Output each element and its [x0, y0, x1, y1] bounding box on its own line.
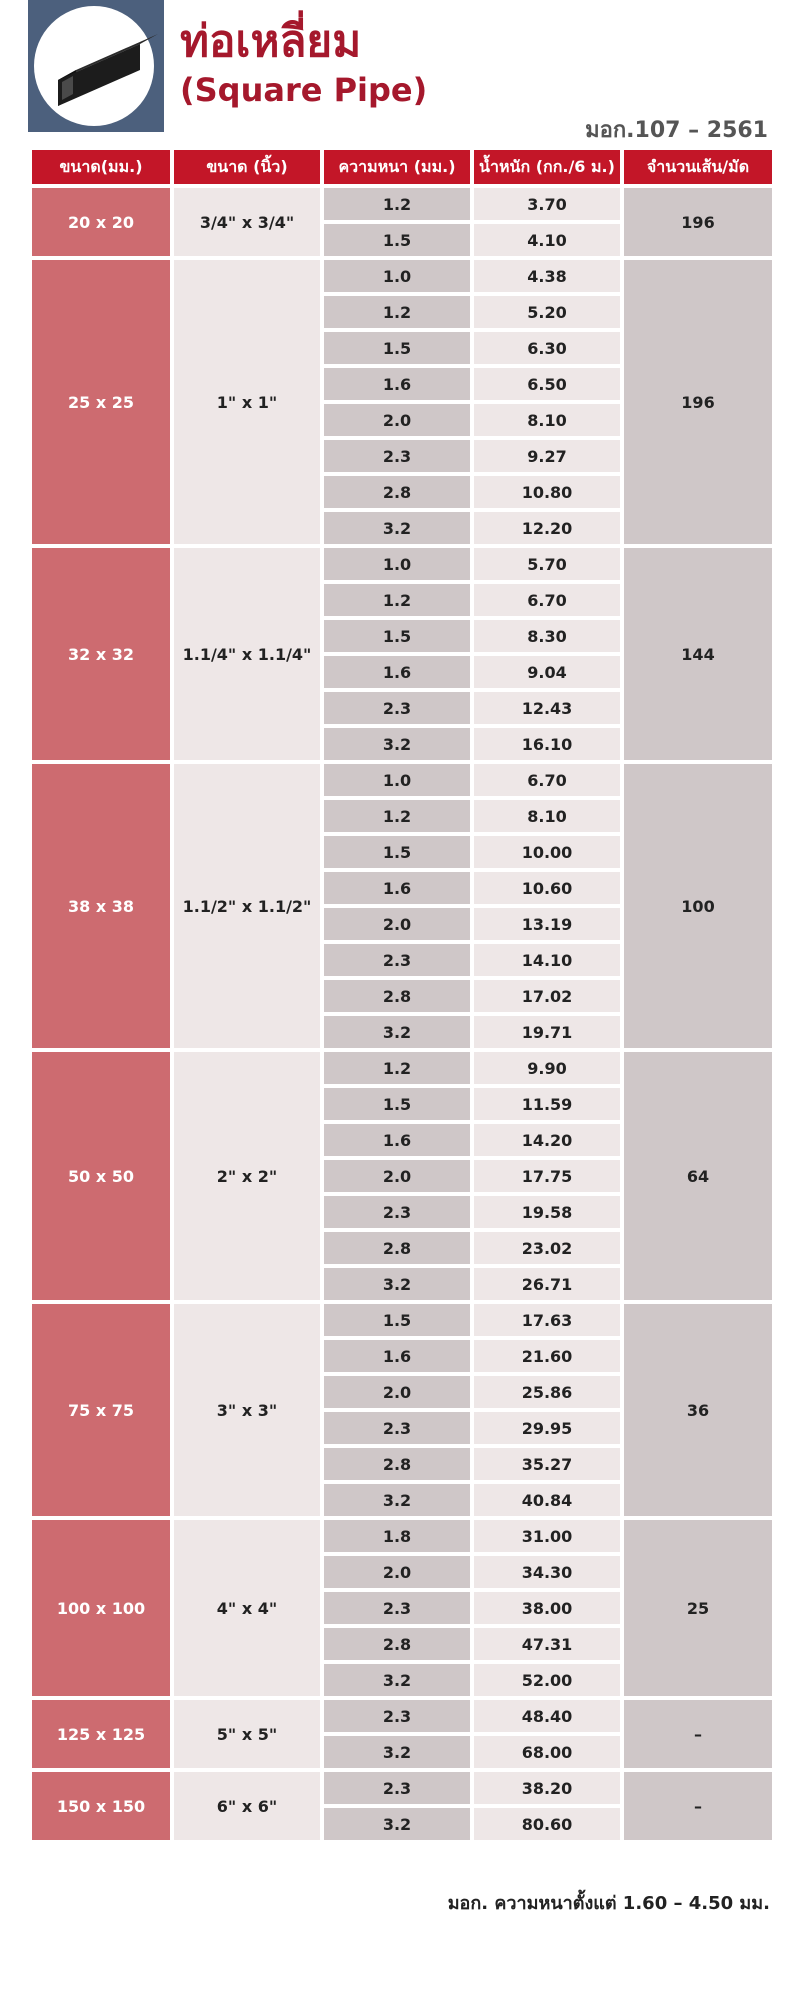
weight-cell: 38.00: [474, 1592, 620, 1624]
table-row: [32, 764, 772, 796]
thickness-cell: 2.8: [324, 1448, 470, 1480]
size-inch-cell: 1" x 1": [174, 260, 320, 544]
weight-cell: 12.20: [474, 512, 620, 544]
thickness-cell: 1.0: [324, 260, 470, 292]
thickness-cell: 3.2: [324, 1664, 470, 1696]
weight-cell: 19.58: [474, 1196, 620, 1228]
thickness-cell: 3.2: [324, 728, 470, 760]
thickness-cell: 2.0: [324, 1376, 470, 1408]
weight-cell: 80.60: [474, 1808, 620, 1840]
thickness-cell: 1.6: [324, 368, 470, 400]
weight-cell: 29.95: [474, 1412, 620, 1444]
pieces-per-bundle-cell: 100: [624, 764, 772, 1048]
weight-cell: 40.84: [474, 1484, 620, 1516]
weight-cell: 16.10: [474, 728, 620, 760]
weight-cell: 9.90: [474, 1052, 620, 1084]
thickness-cell: 2.8: [324, 980, 470, 1012]
pieces-per-bundle-cell: 196: [624, 188, 772, 256]
weight-cell: 38.20: [474, 1772, 620, 1804]
thickness-cell: 3.2: [324, 1484, 470, 1516]
weight-cell: 26.71: [474, 1268, 620, 1300]
weight-cell: 52.00: [474, 1664, 620, 1696]
thickness-cell: 1.5: [324, 620, 470, 652]
size-mm-cell: 100 x 100: [32, 1520, 170, 1696]
size-inch-cell: 1.1/2" x 1.1/2": [174, 764, 320, 1048]
weight-cell: 47.31: [474, 1628, 620, 1660]
thickness-cell: 1.5: [324, 1088, 470, 1120]
size-mm-cell: 150 x 150: [32, 1772, 170, 1840]
header-weight: น้ำหนัก (กก./6 ม.): [474, 150, 620, 184]
weight-cell: 48.40: [474, 1700, 620, 1732]
thickness-cell: 1.2: [324, 584, 470, 616]
weight-cell: 10.80: [474, 476, 620, 508]
thickness-cell: 1.5: [324, 836, 470, 868]
weight-cell: 4.10: [474, 224, 620, 256]
thickness-cell: 2.0: [324, 1556, 470, 1588]
thickness-cell: 1.2: [324, 800, 470, 832]
thickness-cell: 1.0: [324, 548, 470, 580]
pieces-per-bundle-cell: 196: [624, 260, 772, 544]
thickness-cell: 2.3: [324, 1592, 470, 1624]
thickness-cell: 1.6: [324, 1124, 470, 1156]
pipe-spec-table: [28, 146, 776, 1844]
thickness-cell: 1.2: [324, 188, 470, 220]
size-inch-cell: 2" x 2": [174, 1052, 320, 1300]
thickness-cell: 2.8: [324, 476, 470, 508]
pieces-per-bundle-cell: 36: [624, 1304, 772, 1516]
weight-cell: 5.70: [474, 548, 620, 580]
table-row: [32, 1772, 772, 1804]
thickness-cell: 2.0: [324, 1160, 470, 1192]
size-mm-cell: 25 x 25: [32, 260, 170, 544]
weight-cell: 13.19: [474, 908, 620, 940]
standard-label: มอก.107 – 2561: [585, 118, 768, 143]
header-size-inch: ขนาด (นิ้ว): [174, 150, 320, 184]
weight-cell: 25.86: [474, 1376, 620, 1408]
weight-cell: 6.70: [474, 584, 620, 616]
table-row: [32, 188, 772, 220]
size-mm-cell: 20 x 20: [32, 188, 170, 256]
size-inch-cell: 3/4" x 3/4": [174, 188, 320, 256]
thickness-cell: 1.8: [324, 1520, 470, 1552]
header-size-mm: ขนาด(มม.): [32, 150, 170, 184]
table-body: [32, 188, 772, 1840]
weight-cell: 10.60: [474, 872, 620, 904]
size-mm-cell: 38 x 38: [32, 764, 170, 1048]
thickness-cell: 1.5: [324, 1304, 470, 1336]
footer-note: มอก. ความหนาตั้งแต่ 1.60 – 4.50 มม.: [447, 1893, 770, 1914]
weight-cell: 34.30: [474, 1556, 620, 1588]
weight-cell: 11.59: [474, 1088, 620, 1120]
weight-cell: 5.20: [474, 296, 620, 328]
table-header-row: [32, 150, 772, 184]
weight-cell: 10.00: [474, 836, 620, 868]
pieces-per-bundle-cell: –: [624, 1700, 772, 1768]
thickness-cell: 2.8: [324, 1232, 470, 1264]
thickness-cell: 3.2: [324, 1736, 470, 1768]
size-inch-cell: 4" x 4": [174, 1520, 320, 1696]
size-mm-cell: 75 x 75: [32, 1304, 170, 1516]
thickness-cell: 1.6: [324, 1340, 470, 1372]
page-title-thai: ท่อเหลี่ยม: [180, 16, 362, 67]
weight-cell: 6.70: [474, 764, 620, 796]
weight-cell: 12.43: [474, 692, 620, 724]
thickness-cell: 1.5: [324, 332, 470, 364]
weight-cell: 68.00: [474, 1736, 620, 1768]
weight-cell: 23.02: [474, 1232, 620, 1264]
size-inch-cell: 5" x 5": [174, 1700, 320, 1768]
size-inch-cell: 3" x 3": [174, 1304, 320, 1516]
table-row: [32, 1052, 772, 1084]
weight-cell: 9.27: [474, 440, 620, 472]
thickness-cell: 1.2: [324, 1052, 470, 1084]
thickness-cell: 1.5: [324, 224, 470, 256]
weight-cell: 6.30: [474, 332, 620, 364]
thickness-cell: 3.2: [324, 1016, 470, 1048]
size-mm-cell: 50 x 50: [32, 1052, 170, 1300]
table-row: [32, 548, 772, 580]
thickness-cell: 2.3: [324, 440, 470, 472]
weight-cell: 8.30: [474, 620, 620, 652]
thickness-cell: 2.3: [324, 1412, 470, 1444]
weight-cell: 14.10: [474, 944, 620, 976]
thickness-cell: 1.2: [324, 296, 470, 328]
thickness-cell: 1.6: [324, 872, 470, 904]
weight-cell: 4.38: [474, 260, 620, 292]
thickness-cell: 2.3: [324, 944, 470, 976]
header: [0, 0, 800, 143]
table-row: [32, 260, 772, 292]
weight-cell: 35.27: [474, 1448, 620, 1480]
product-image: [28, 0, 164, 132]
thickness-cell: 2.3: [324, 1196, 470, 1228]
thickness-cell: 2.3: [324, 1772, 470, 1804]
thickness-cell: 1.0: [324, 764, 470, 796]
size-inch-cell: 6" x 6": [174, 1772, 320, 1840]
thickness-cell: 2.3: [324, 692, 470, 724]
size-mm-cell: 125 x 125: [32, 1700, 170, 1768]
weight-cell: 19.71: [474, 1016, 620, 1048]
table-row: [32, 1304, 772, 1336]
thickness-cell: 2.8: [324, 1628, 470, 1660]
weight-cell: 6.50: [474, 368, 620, 400]
header-pieces-per-bundle: จำนวนเส้น/มัด: [624, 150, 772, 184]
weight-cell: 21.60: [474, 1340, 620, 1372]
thickness-cell: 3.2: [324, 1268, 470, 1300]
page-title-english: (Square Pipe): [180, 71, 428, 109]
thickness-cell: 3.2: [324, 1808, 470, 1840]
thickness-cell: 2.0: [324, 908, 470, 940]
pieces-per-bundle-cell: 64: [624, 1052, 772, 1300]
weight-cell: 9.04: [474, 656, 620, 688]
thickness-cell: 2.3: [324, 1700, 470, 1732]
table-row: [32, 1520, 772, 1552]
header-thickness: ความหนา (มม.): [324, 150, 470, 184]
size-inch-cell: 1.1/4" x 1.1/4": [174, 548, 320, 760]
weight-cell: 14.20: [474, 1124, 620, 1156]
pieces-per-bundle-cell: 144: [624, 548, 772, 760]
weight-cell: 8.10: [474, 404, 620, 436]
thickness-cell: 2.0: [324, 404, 470, 436]
weight-cell: 31.00: [474, 1520, 620, 1552]
pieces-per-bundle-cell: 25: [624, 1520, 772, 1696]
weight-cell: 17.63: [474, 1304, 620, 1336]
weight-cell: 8.10: [474, 800, 620, 832]
table-row: [32, 1700, 772, 1732]
weight-cell: 17.75: [474, 1160, 620, 1192]
weight-cell: 3.70: [474, 188, 620, 220]
square-pipe-icon: [28, 0, 164, 132]
thickness-cell: 1.6: [324, 656, 470, 688]
weight-cell: 17.02: [474, 980, 620, 1012]
thickness-cell: 3.2: [324, 512, 470, 544]
size-mm-cell: 32 x 32: [32, 548, 170, 760]
pieces-per-bundle-cell: –: [624, 1772, 772, 1840]
